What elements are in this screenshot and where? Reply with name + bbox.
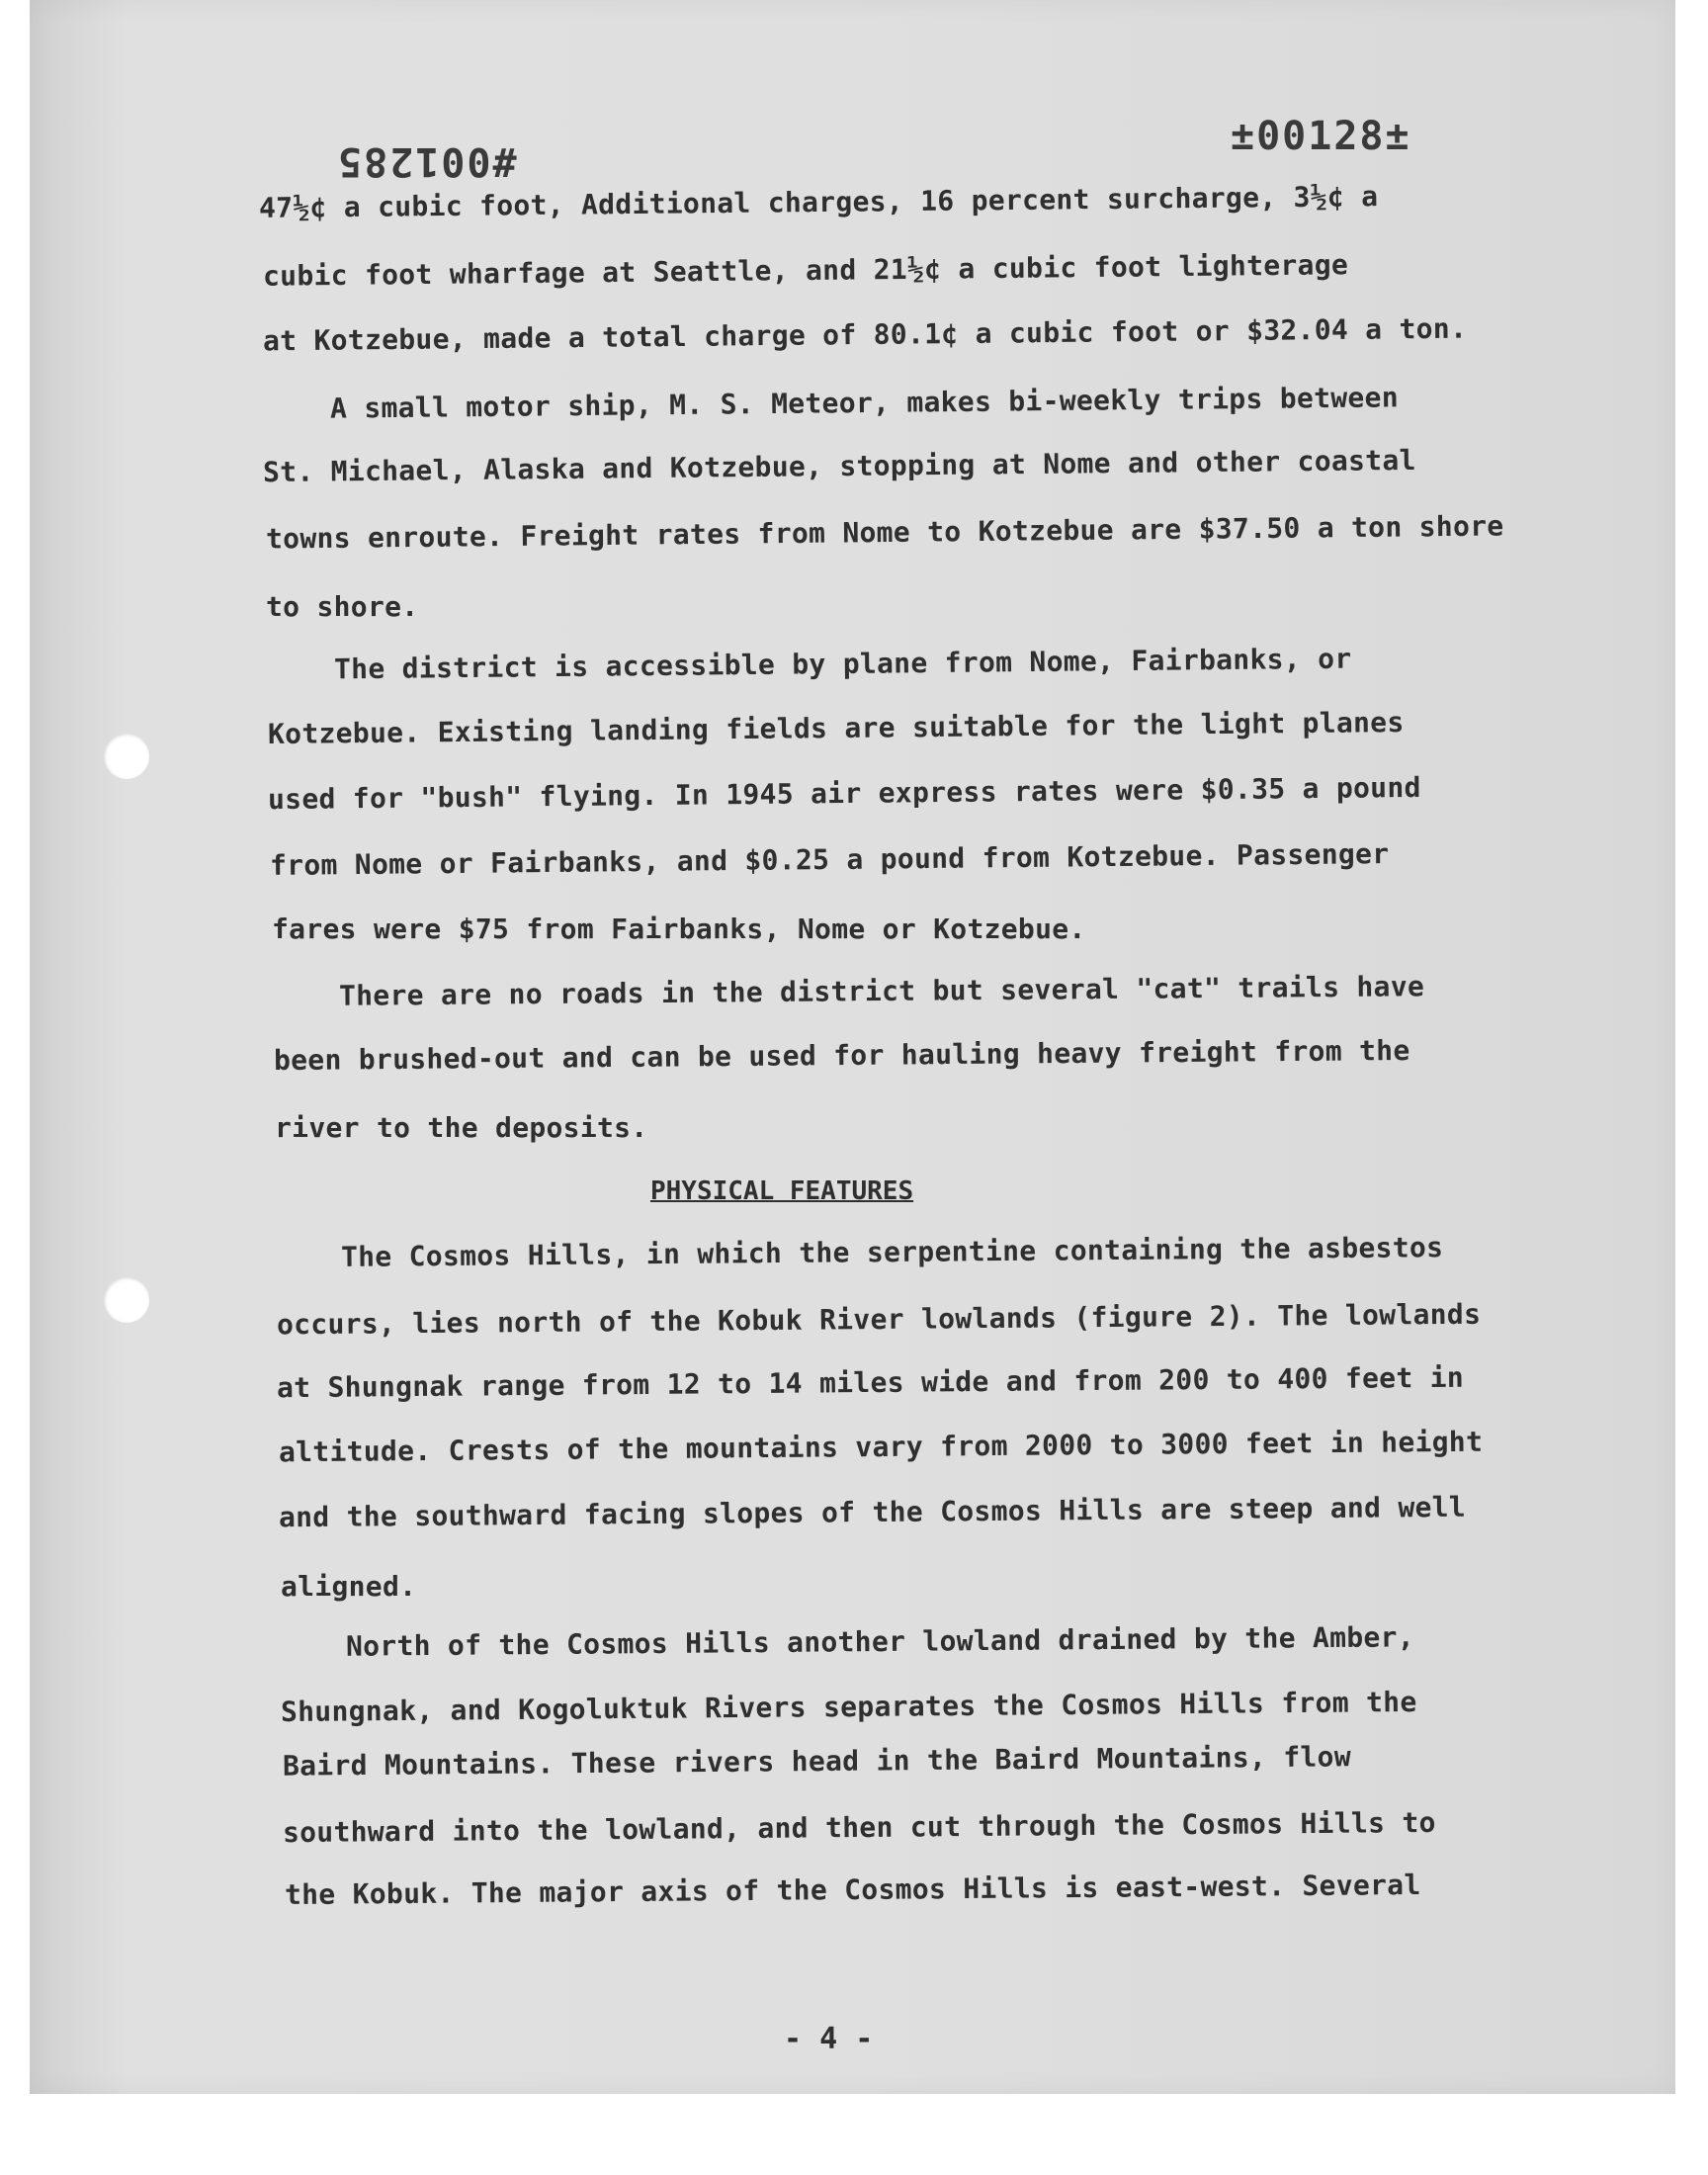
text-line: southward into the lowland, and then cut through the Cosmos Hills to bbox=[282, 1805, 1436, 1850]
text-line: the Kobuk. The major axis of the Cosmos Hills is east-west. Several bbox=[284, 1868, 1421, 1912]
text-line: been brushed-out and can be used for hauling heavy freight from the bbox=[273, 1033, 1410, 1078]
text-line: and the southward facing slopes of the Cosmos Hills are steep and well bbox=[278, 1490, 1467, 1534]
text-line: aligned. bbox=[281, 1570, 417, 1603]
text-line: occurs, lies north of the Kobuk River lowlands (figure 2). The lowlands bbox=[276, 1297, 1482, 1342]
punch-hole-bottom bbox=[104, 1277, 149, 1323]
text-line: Baird Mountains. These rivers head in the Baird Mountains, flow bbox=[282, 1740, 1352, 1783]
text-line: fares were $75 from Fairbanks, Nome or Kotzebue. bbox=[272, 913, 1086, 945]
text-line: St. Michael, Alaska and Kotzebue, stopping at Nome and other coastal bbox=[262, 443, 1416, 489]
text-line: Kotzebue. Existing landing fields are suitable for the light planes bbox=[267, 705, 1405, 751]
text-line: towns enroute. Freight rates from Nome to Kotzebue are $37.50 a ton shore bbox=[265, 509, 1504, 556]
section-heading: PHYSICAL FEATURES bbox=[650, 1176, 914, 1206]
document-stamp-right: ±00128± bbox=[1231, 114, 1411, 159]
text-line: cubic foot wharfage at Seattle, and 21½¢ a cubic foot lighterage bbox=[262, 248, 1349, 293]
text-line: altitude. Crests of the mountains vary from 2000 to 3000 feet in height bbox=[278, 1425, 1484, 1469]
text-line: The district is accessible by plane from Nome, Fairbanks, or bbox=[333, 642, 1352, 686]
punch-hole-top bbox=[104, 734, 149, 779]
page-number: - 4 - bbox=[784, 2022, 874, 2056]
text-line: Shungnak, and Kogoluktuk Rivers separates the Cosmos Hills from the bbox=[280, 1685, 1417, 1729]
text-line: 47½¢ a cubic foot, Additional charges, 16 percent surcharge, 3½¢ a bbox=[258, 180, 1379, 224]
text-line: The Cosmos Hills, in which the serpentine containing the asbestos bbox=[340, 1231, 1444, 1273]
text-line: used for "bush" flying. In 1945 air express rates were $0.35 a pound bbox=[267, 770, 1421, 817]
text-line: at Kotzebue, made a total charge of 80.1¢ a cubic foot or $32.04 a ton. bbox=[262, 311, 1468, 358]
text-line: North of the Cosmos Hills another lowland drained by the Amber, bbox=[345, 1620, 1415, 1663]
text-line: from Nome or Fairbanks, and $0.25 a pound from Kotzebue. Passenger bbox=[269, 837, 1390, 882]
text-line: at Shungnak range from 12 to 14 miles wide and from 200 to 400 feet in bbox=[276, 1360, 1465, 1405]
text-line: river to the deposits. bbox=[275, 1111, 648, 1144]
document-stamp-left: #001285 bbox=[336, 138, 517, 184]
text-line: to shore. bbox=[266, 590, 419, 623]
text-line: There are no roads in the district but several "cat" trails have bbox=[338, 970, 1425, 1012]
text-line: A small motor ship, M. S. Meteor, makes bi-weekly trips between bbox=[329, 381, 1400, 425]
